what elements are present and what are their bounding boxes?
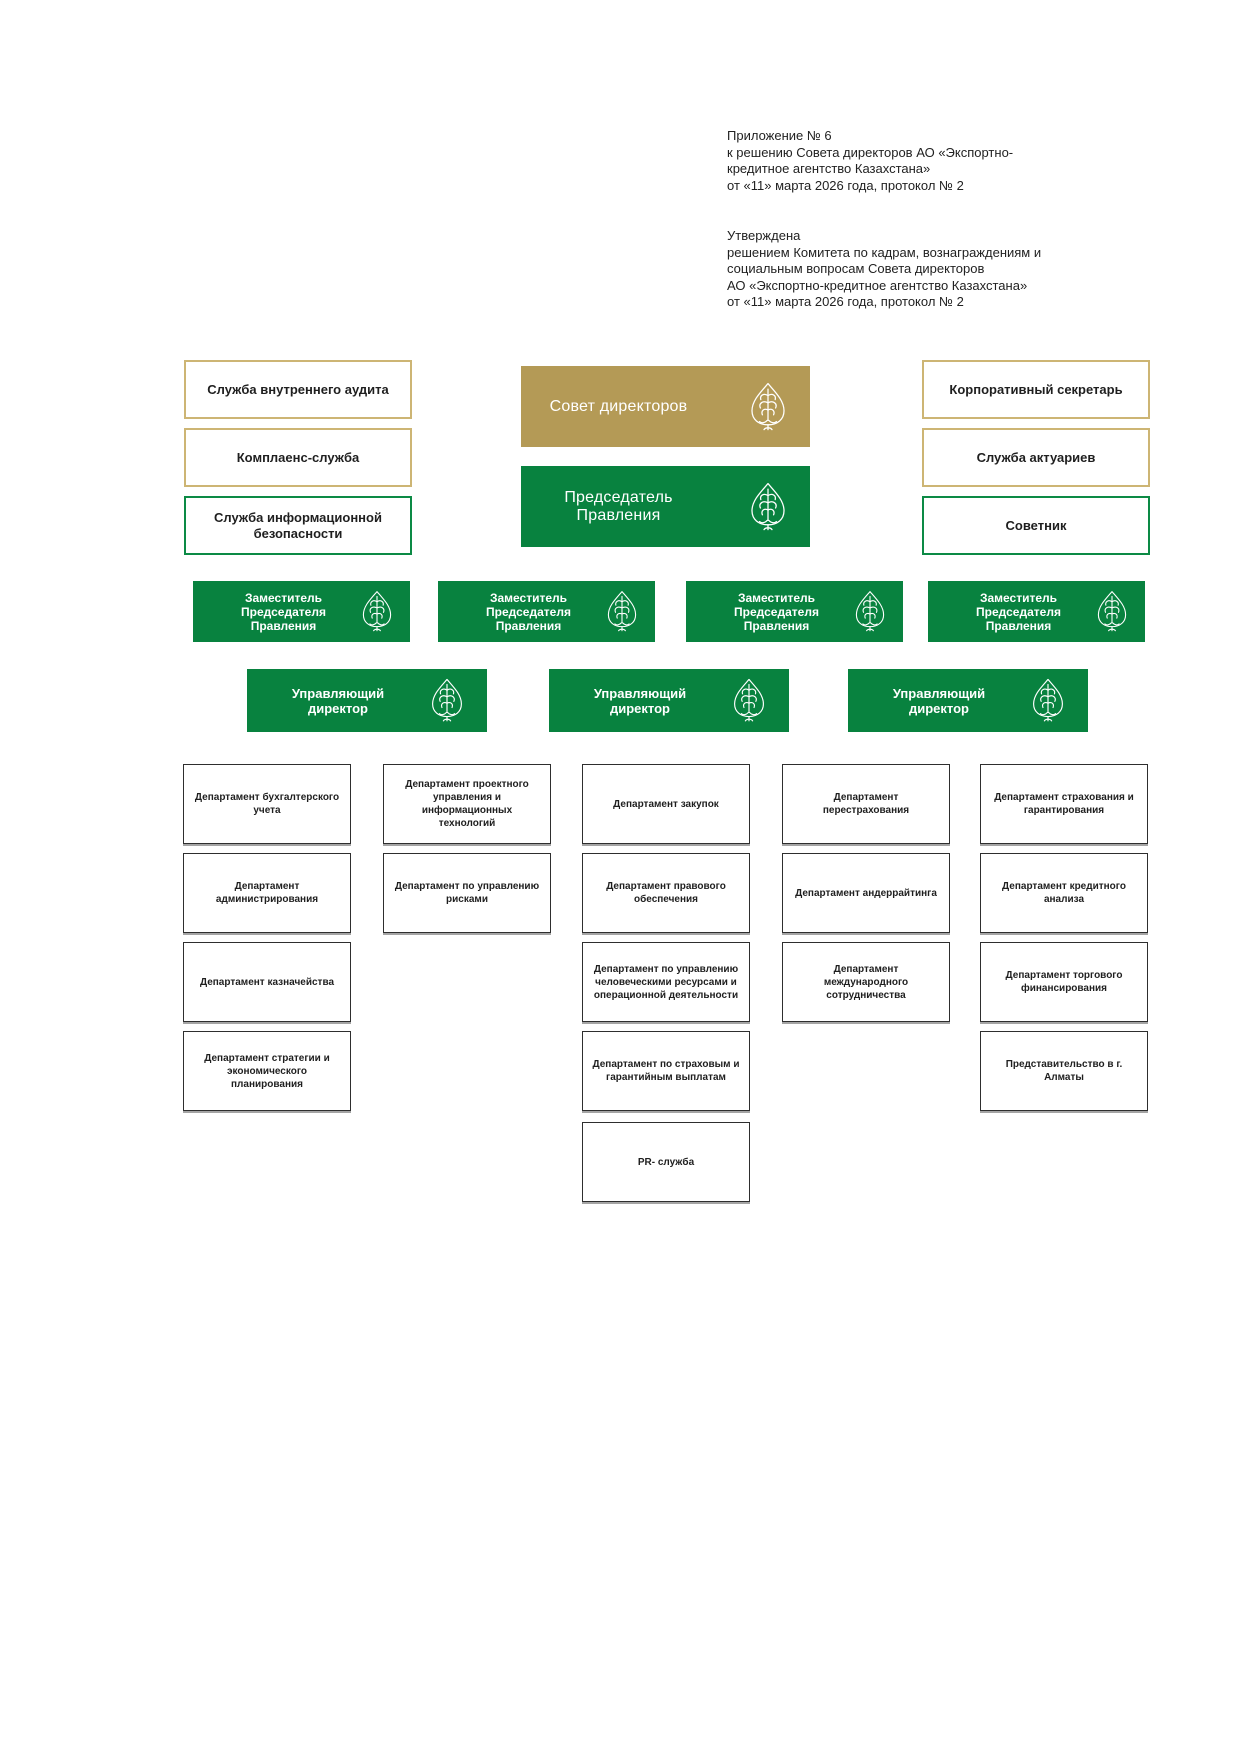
managing-director-box xyxy=(848,669,1088,732)
dept-accounting xyxy=(183,764,351,844)
dept-label: Департамент проектного управления и информационных технологий xyxy=(405,779,529,829)
agency-emblem-icon xyxy=(360,590,394,633)
dept-label: Департамент администрирования xyxy=(215,881,319,905)
dept-legal xyxy=(582,853,750,933)
unit-label: Советник xyxy=(1005,517,1067,533)
board-label: Совет директоров xyxy=(549,397,688,415)
dept-risk-management xyxy=(383,853,551,933)
unit-label: Служба информационной безопасности xyxy=(214,509,382,541)
unit-label: Корпоративный секретарь xyxy=(949,381,1123,397)
approval-line: решением Комитета по кадрам, вознаграждениям и xyxy=(727,244,1042,260)
deputy-chairman-box xyxy=(928,581,1145,642)
dept-trade-finance xyxy=(980,942,1148,1022)
managing-director-label: Управляющий директор xyxy=(892,685,986,716)
dept-label: Департамент стратегии и экономического планирования xyxy=(204,1052,330,1090)
chairman-box xyxy=(521,466,810,547)
deputy-label: Заместитель Председателя Правления xyxy=(486,590,571,633)
dept-underwriting xyxy=(782,853,950,933)
appendix-line: кредитное агентство Казахстана» xyxy=(727,161,931,176)
chairman-label: Председатель Правления xyxy=(564,488,673,524)
dept-reinsurance xyxy=(782,764,950,844)
unit-label: Комплаенс-служба xyxy=(236,449,360,465)
approval-note xyxy=(727,228,1057,311)
agency-emblem-icon xyxy=(748,482,788,532)
deputy-label: Заместитель Председателя Правления xyxy=(976,590,1061,633)
agency-emblem-icon xyxy=(1030,678,1066,723)
deputy-label: Заместитель Председателя Правления xyxy=(734,590,819,633)
agency-emblem-icon xyxy=(429,678,465,723)
unit-internal-audit xyxy=(184,360,412,419)
dept-treasury xyxy=(183,942,351,1022)
agency-emblem-icon xyxy=(748,382,788,432)
unit-label: Служба актуариев xyxy=(976,449,1096,465)
dept-label: Департамент страхования и гарантирования xyxy=(994,792,1134,816)
dept-label: Департамент бухгалтерского учета xyxy=(194,792,340,816)
dept-label: Департамент торгового финансирования xyxy=(1005,970,1123,994)
appendix-line: от «11» марта 2026 года, протокол № 2 xyxy=(727,177,964,193)
dept-label: Департамент перестрахования xyxy=(822,792,910,816)
dept-label: Департамент закупок xyxy=(613,798,719,810)
dept-label: Департамент правового обеспечения xyxy=(606,881,726,905)
dept-almaty-office xyxy=(980,1031,1148,1111)
appendix-line: Приложение № 6 xyxy=(727,128,832,143)
deputy-label: Заместитель Председателя Правления xyxy=(241,590,326,633)
unit-advisor xyxy=(922,496,1150,555)
dept-insurance-guaranteeing xyxy=(980,764,1148,844)
agency-emblem-icon xyxy=(853,590,887,633)
dept-pr-service xyxy=(582,1122,750,1202)
agency-emblem-icon xyxy=(605,590,639,633)
dept-label: Департамент по управлению человеческими ресурсами и операционной деятельности xyxy=(593,963,739,1001)
unit-actuaries xyxy=(922,428,1150,487)
dept-insurance-guarantee-payouts xyxy=(582,1031,750,1111)
dept-label: Представительство в г. Алматы xyxy=(1005,1059,1123,1083)
dept-label: Департамент кредитного анализа xyxy=(1002,881,1126,905)
managing-director-box xyxy=(549,669,789,732)
managing-director-box xyxy=(247,669,487,732)
agency-emblem-icon xyxy=(1095,590,1129,633)
approval-line: АО «Экспортно-кредитное агентство Казахстана» xyxy=(727,277,1028,293)
managing-director-label: Управляющий директор xyxy=(593,685,687,716)
appendix-line: к решению Совета директоров АО «Экспортно- xyxy=(727,144,1014,160)
unit-label: Служба внутреннего аудита xyxy=(207,381,389,397)
dept-label: Департамент по страховым и гарантийным выплатам xyxy=(592,1059,740,1083)
dept-label: Департамент андеррайтинга xyxy=(795,887,937,899)
approval-line: социальным вопросам Совета директоров xyxy=(727,261,985,276)
approval-line: от «11» марта 2026 года, протокол № 2 xyxy=(727,294,964,309)
dept-credit-analysis xyxy=(980,853,1148,933)
dept-procurement xyxy=(582,764,750,844)
deputy-chairman-box xyxy=(686,581,903,642)
unit-information-security xyxy=(184,496,412,555)
dept-hr-operations xyxy=(582,942,750,1022)
deputy-chairman-box xyxy=(193,581,410,642)
appendix-note xyxy=(727,128,1057,194)
managing-director-label: Управляющий директор xyxy=(291,685,385,716)
approval-line: Утверждена xyxy=(727,228,801,243)
dept-international-cooperation xyxy=(782,942,950,1022)
dept-strategy-planning xyxy=(183,1031,351,1111)
agency-emblem-icon xyxy=(731,678,767,723)
deputy-chairman-box xyxy=(438,581,655,642)
board-of-directors-box xyxy=(521,366,810,447)
dept-label: PR- служба xyxy=(637,1156,695,1168)
dept-label: Департамент казначейства xyxy=(199,976,335,988)
dept-label: Департамент международного сотрудничества xyxy=(823,963,909,1001)
unit-corporate-secretary xyxy=(922,360,1150,419)
dept-project-it xyxy=(383,764,551,844)
dept-administration xyxy=(183,853,351,933)
dept-label: Департамент по управлению рисками xyxy=(394,881,540,905)
unit-compliance xyxy=(184,428,412,487)
